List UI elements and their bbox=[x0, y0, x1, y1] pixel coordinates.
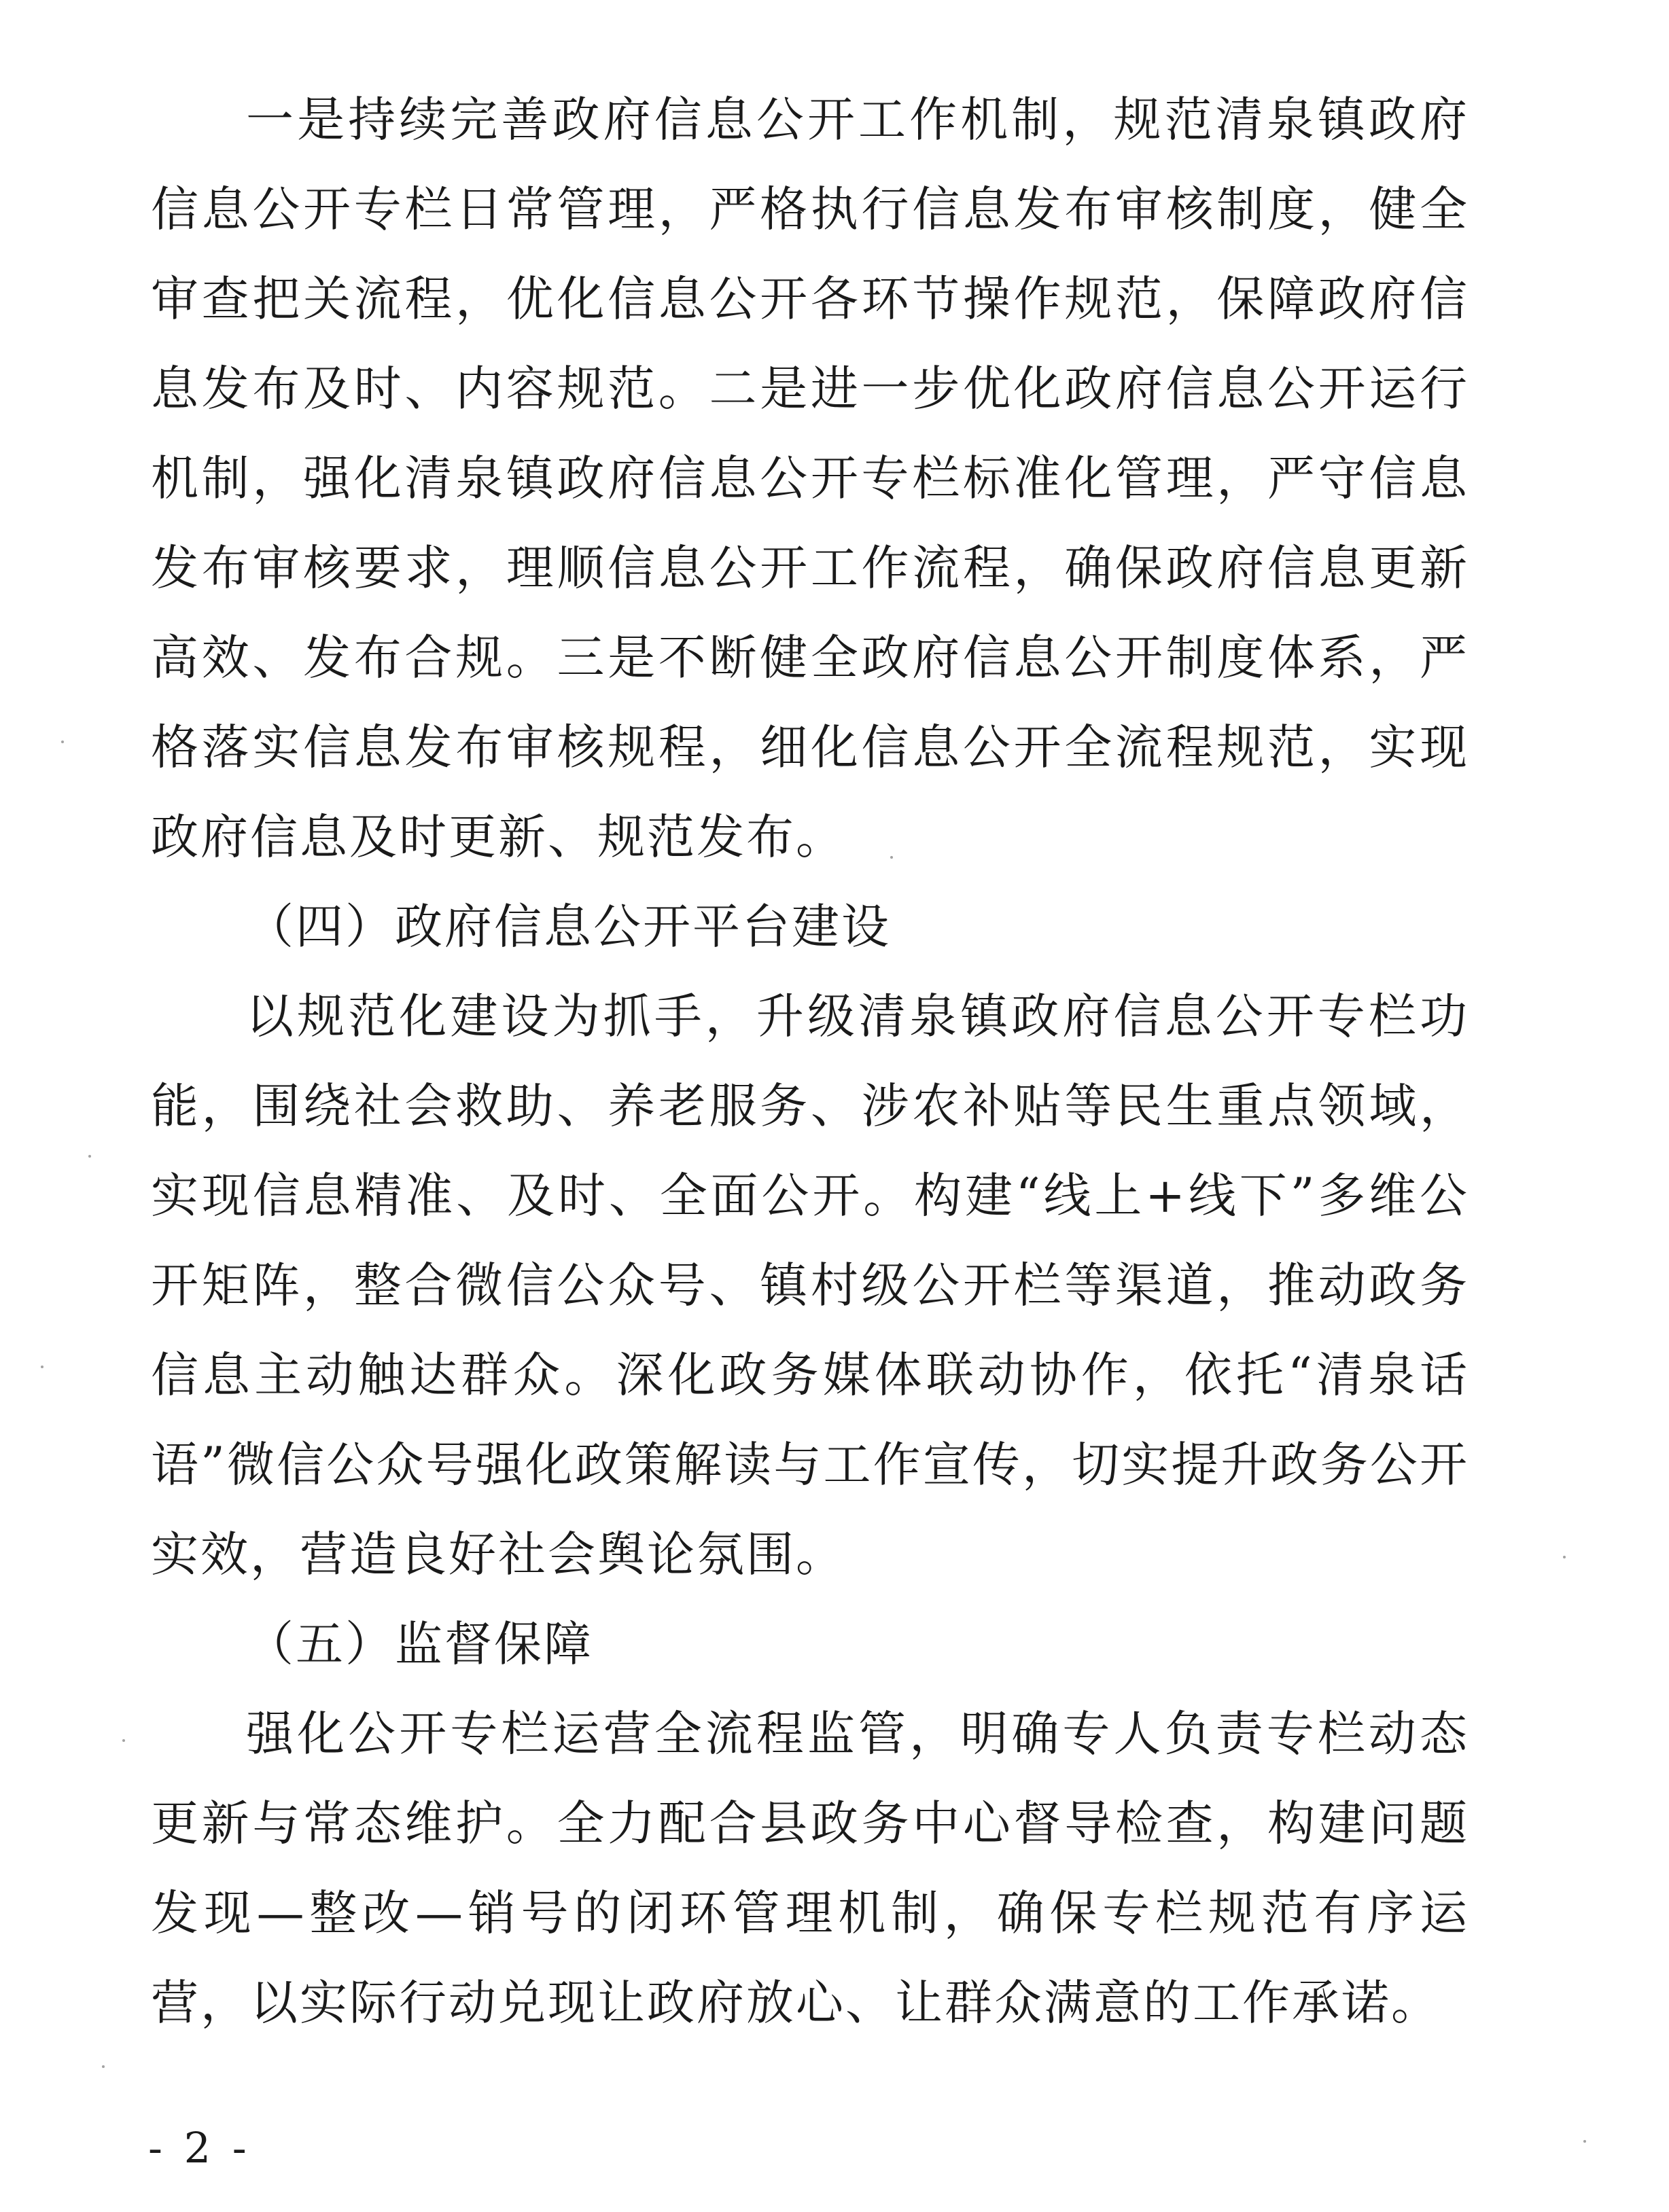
paragraph-mechanisms: 一是持续完善政府信息公开工作机制，规范清泉镇政府信息公开专栏日常管理，严格执行信息发布审核制度，健全审查把关流程，优化信息公开各环节操作规范，保障政府信息发布及时、内容规范。二是进一步优化政府信息公开运行机制，强化清泉镇政府信息公开专栏标准化管理，严守信息发布审核要求，理顺信息公开工作流程，确保政府信息更新高效、发布合规。三是不断健全政府信息公开制度体系，严格落实信息发布审核规程，细化信息公开全流程规范，实现政府信息及时更新、规范发布。 bbox=[151, 92, 1469, 865]
scan-speck bbox=[61, 741, 64, 743]
scan-speck bbox=[88, 1155, 91, 1158]
page-number: - 2 - bbox=[148, 2123, 251, 2173]
paragraph-supervision: 强化公开专栏运营全流程监管，明确专人负责专栏动态更新与常态维护。全力配合县政务中心督导检查，构建问题发现—整改—销号的闭环管理机制，确保专栏规范有序运营，以实际行动兑现让政府放心、让群众满意的工作承诺。 bbox=[151, 1706, 1469, 2031]
scan-speck bbox=[102, 2065, 105, 2068]
scan-speck bbox=[1583, 2140, 1586, 2143]
section-heading-supervision: （五）监督保障 bbox=[246, 1616, 593, 1672]
scan-speck bbox=[122, 1739, 125, 1742]
scan-speck bbox=[1563, 1556, 1566, 1558]
section-heading-platform: （四）政府信息公开平台建设 bbox=[246, 899, 891, 955]
paragraph-platform: 以规范化建设为抓手，升级清泉镇政府信息公开专栏功能，围绕社会救助、养老服务、涉农补贴等民生重点领域，实现信息精准、及时、全面公开。构建“线上+线下”多维公开矩阵，整合微信公众号、镇村级公开栏等渠道，推动政务信息主动触达群众。深化政务媒体联动协作，依托“清泉话语”微信公众号强化政策解读与工作宣传，切实提升政务公开实效，营造良好社会舆论氛围。 bbox=[151, 988, 1469, 1582]
scan-speck bbox=[890, 856, 893, 859]
scan-speck bbox=[41, 1366, 43, 1368]
document-body bbox=[151, 75, 1469, 2048]
